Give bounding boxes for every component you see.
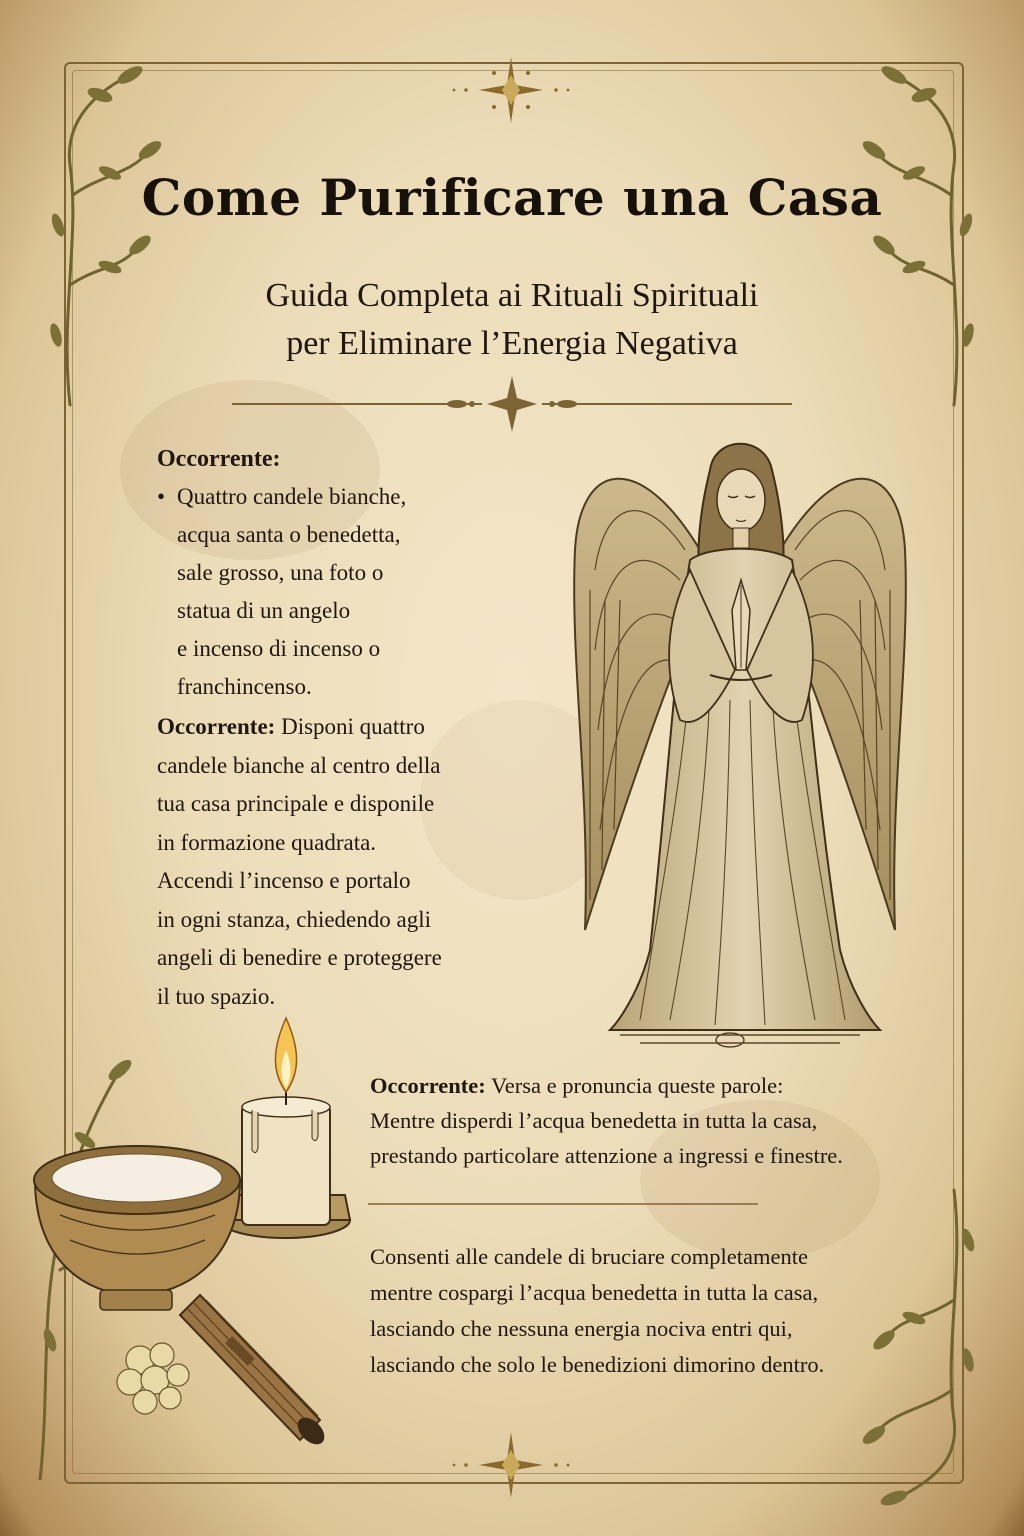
ritual-items-illustration xyxy=(30,1010,360,1480)
blessing-section xyxy=(370,1068,930,1173)
paragraph-text: Disponi quattro xyxy=(275,714,425,739)
closing-section xyxy=(370,1239,930,1383)
paragraph-line: mentre cospargi l’acqua benedetta in tutta la casa, xyxy=(370,1280,819,1305)
paragraph-line: il tuo spazio. xyxy=(157,983,276,1009)
list-item-line: Quattro candele bianche, xyxy=(177,484,407,509)
list-item-line: e incenso di incenso o xyxy=(177,636,381,661)
section-heading: Occorrente: xyxy=(157,446,281,472)
bullet-icon: • xyxy=(157,484,166,509)
list-item-line: acqua santa o benedetta, xyxy=(177,522,401,547)
list-item-line: franchincenso. xyxy=(177,674,312,699)
divider-line xyxy=(368,1198,758,1210)
setup-section xyxy=(157,708,497,1016)
list-item-line: statua di un angelo xyxy=(177,598,351,623)
star-ornament-icon xyxy=(436,55,586,125)
list-item-line: sale grosso, una foto o xyxy=(177,560,384,585)
paragraph-text: Versa e pronuncia queste parole: xyxy=(485,1073,784,1098)
angel-illustration xyxy=(550,430,930,1060)
star-ornament-icon xyxy=(436,1430,586,1500)
candle-illustration xyxy=(220,1018,350,1238)
paragraph-line: Consenti alle candele di bruciare completamente xyxy=(370,1244,808,1269)
paragraph-line: lasciando che solo le benedizioni dimorino dentro. xyxy=(370,1352,825,1377)
page-title: Come Purificare una Casa xyxy=(141,168,883,227)
paragraph-line: lasciando che nessuna energia nociva entri qui, xyxy=(370,1316,793,1341)
materials-section xyxy=(157,440,487,706)
paragraph-line: angeli di benedire e proteggere xyxy=(157,945,442,970)
list-item xyxy=(157,478,487,706)
paragraph-line: in ogni stanza, chiedendo agli xyxy=(157,906,432,932)
section-heading: Occorrente: xyxy=(370,1073,486,1098)
paragraph-line: Mentre disperdi l’acqua benedetta in tutta la casa, xyxy=(370,1108,818,1133)
page-subtitle xyxy=(0,272,1024,368)
subtitle-line: per Eliminare l’Energia Negativa xyxy=(286,325,738,362)
section-heading: Occorrente: xyxy=(157,714,276,739)
paragraph-line: prestando particolare attenzione a ingressi e finestre. xyxy=(370,1143,843,1168)
paragraph-line xyxy=(157,708,497,747)
paragraph-line: in formazione quadrata. xyxy=(157,829,377,855)
paragraph-line: candele bianche al centro della xyxy=(157,752,441,778)
paragraph-line: Accendi l’incenso e portalo xyxy=(157,868,411,893)
resin-illustration xyxy=(117,1343,189,1414)
paragraph-line: tua casa principale e disponile xyxy=(157,791,435,816)
paragraph-line xyxy=(370,1068,930,1103)
subtitle-line: Guida Completa ai Rituali Spirituali xyxy=(265,277,759,314)
salt-bowl-illustration xyxy=(34,1146,240,1310)
divider-ornament xyxy=(232,374,792,434)
incense-bundle-illustration xyxy=(180,1295,329,1449)
